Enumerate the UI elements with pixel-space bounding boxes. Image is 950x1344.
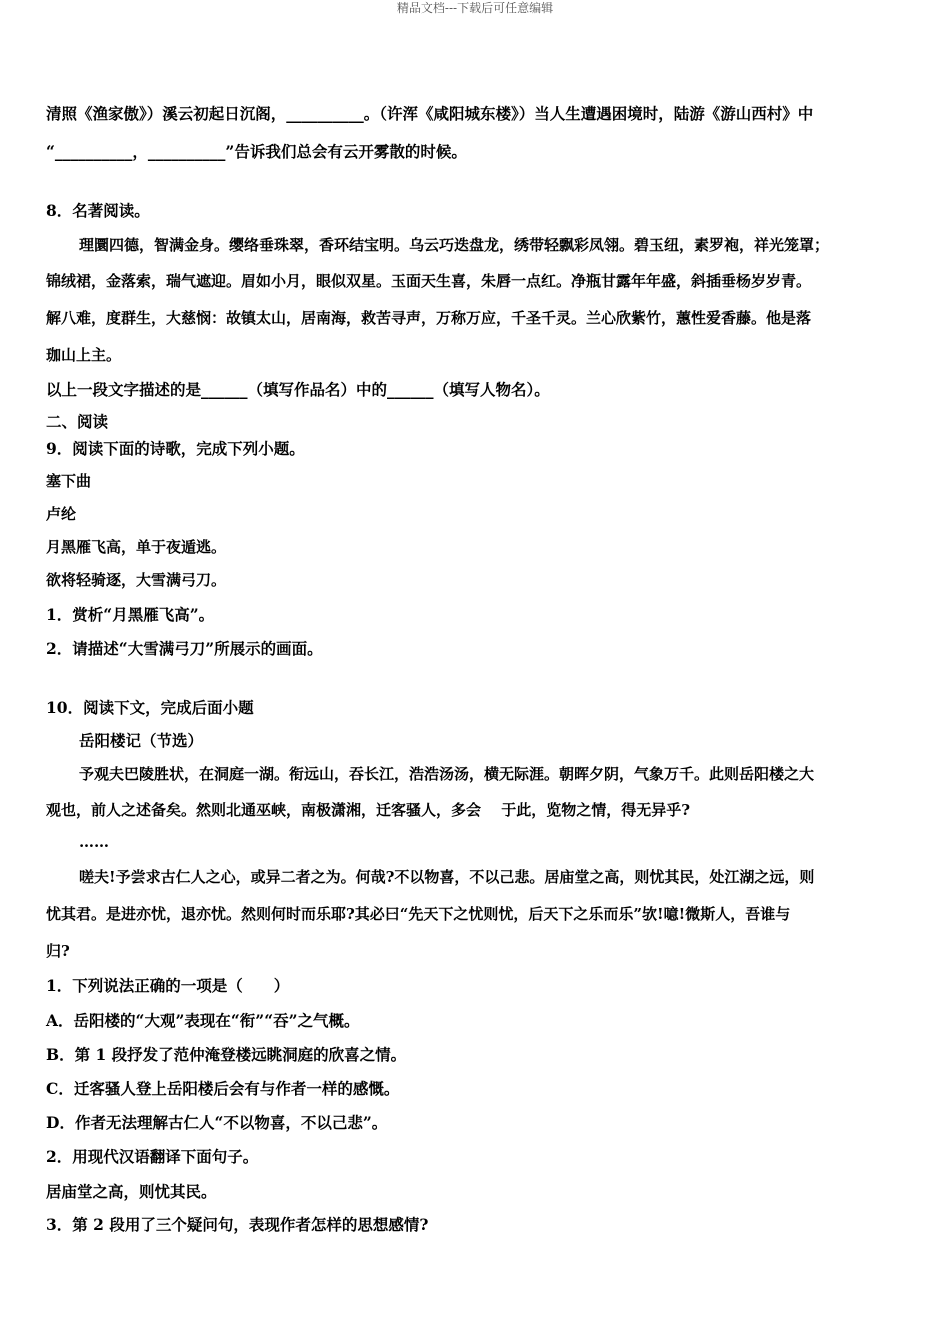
q7-line-2: “__________，__________”告诉我们总会有云开雾散的时候。 — [46, 142, 467, 161]
q10-ellipsis: …… — [79, 833, 109, 851]
q10-para1-line-2: 观也，前人之述备矣。然则北通巫峡，南极潇湘，迁客骚人，多会 于此，览物之情，得无异乎? — [46, 801, 691, 819]
q10-text-title: 岳阳楼记（节选） — [79, 731, 204, 750]
q10-para2-line-2: 忧其君。是进亦忧，退亦忧。然则何时而乐耶?其必曰“先天下之忧则忧，后天下之乐而乐”欤!噫!微斯人，吾谁与 — [46, 905, 791, 923]
q9-subquestion-1: 1．赏析“月黑雁飞高”。 — [46, 605, 215, 624]
q10-option-d: D．作者无法理解古仁人“不以物喜，不以己悲”。 — [46, 1113, 388, 1132]
q9-title: 9．阅读下面的诗歌，完成下列小题。 — [46, 439, 305, 458]
q9-poem-line-2: 欲将轻骑逐，大雪满弓刀。 — [46, 571, 227, 589]
q10-subquestion-1: 1．下列说法正确的一项是（ ） — [46, 976, 290, 995]
q10-subquestion-3: 3．第 2 段用了三个疑问句，表现作者怎样的思想感情? — [46, 1215, 429, 1234]
q8-passage-line-2: 锦绒裙，金落索，瑞气遮迎。眉如小月，眼似双星。玉面天生喜，朱唇一点红。净瓶甘露年年盛，斜插垂杨岁岁青。 — [46, 272, 812, 290]
q9-poem-author: 卢纶 — [46, 505, 77, 523]
q10-subquestion-2: 2．用现代汉语翻译下面句子。 — [46, 1147, 259, 1166]
q10-para2-line-3: 归? — [46, 942, 70, 960]
q8-question: 以上一段文字描述的是______（填写作品名）中的______（填写人物名）。 — [46, 380, 550, 399]
q9-poem-line-1: 月黑雁飞高，单于夜遁逃。 — [46, 538, 227, 556]
page-header: 精品文档---下载后可任意编辑 — [396, 1, 554, 15]
q8-passage-line-1: 理圜四德，智满金身。缨络垂珠翠，香环结宝明。乌云巧迭盘龙，绣带轻飘彩凤翎。碧玉纽，素罗袍，祥光笼罩； — [79, 236, 830, 254]
q9-poem-title: 塞下曲 — [46, 472, 92, 490]
q8-passage-line-3: 解八难，度群生，大慈悯：故镇太山，居南海，救苦寻声，万称万应，千圣千灵。兰心欣紫竹，蕙性爱香藤。他是落 — [46, 309, 812, 327]
q10-option-a: A．岳阳楼的“大观”表现在“衔”“吞”之气概。 — [46, 1011, 360, 1030]
q8-passage-line-4: 珈山上主。 — [46, 346, 122, 364]
q10-option-b: B．第 1 段抒发了范仲淹登楼远眺洞庭的欣喜之情。 — [46, 1045, 407, 1064]
q7-line-1: 清照《渔家傲》）溪云初起日沉阁，__________。（许浑《咸阳城东楼》）当人生遭遇困境时，陆游《游山西村》中 — [46, 104, 814, 123]
q9-subquestion-2: 2．请描述“大雪满弓刀”所展示的画面。 — [46, 639, 323, 658]
q10-translate-sentence: 居庙堂之高，则忧其民。 — [46, 1182, 217, 1201]
q10-title: 10．阅读下文，完成后面小题 — [46, 698, 254, 717]
q10-para2-line-1: 嗟夫!予尝求古仁人之心，或异二者之为。何哉?不以物喜，不以己悲。居庙堂之高，则忧其民，处江湖之远，则 — [79, 868, 815, 886]
q8-title: 8．名著阅读。 — [46, 201, 150, 220]
q10-para1-line-1: 予观夫巴陵胜状，在洞庭一湖。衔远山，吞长江，浩浩汤汤，横无际涯。朝晖夕阴，气象万千。此则岳阳楼之大 — [79, 765, 815, 783]
section-2-heading: 二、阅读 — [46, 412, 109, 431]
q10-option-c: C．迁客骚人登上岳阳楼后会有与作者一样的感慨。 — [46, 1079, 400, 1098]
